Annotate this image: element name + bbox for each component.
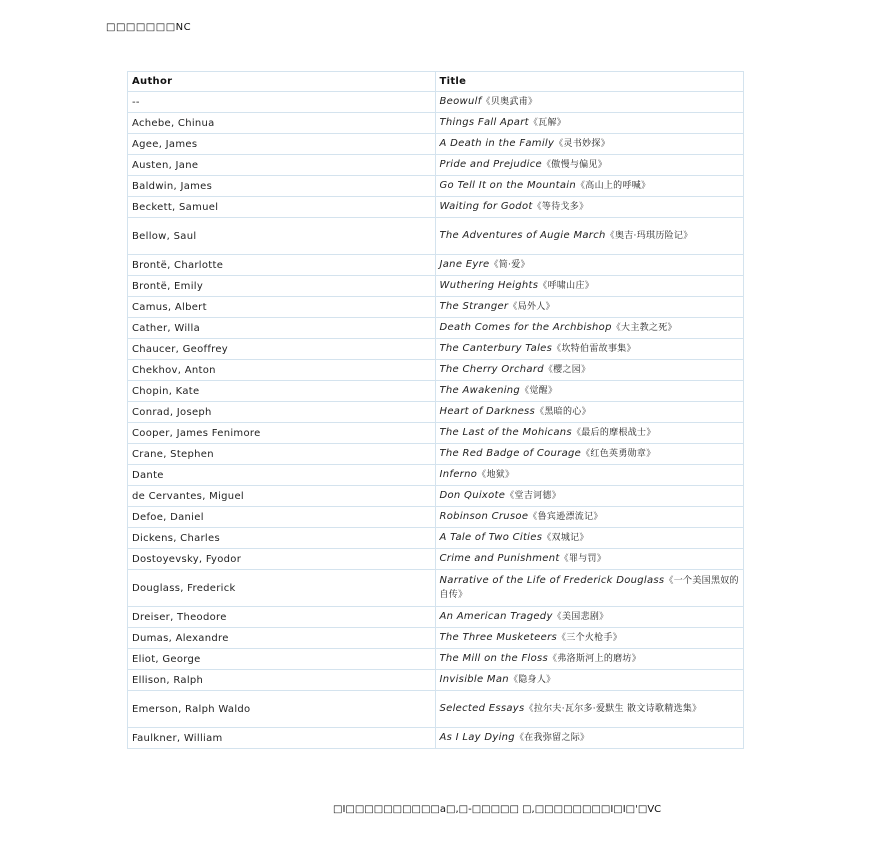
title-chinese: 《罪与罚》 — [559, 554, 607, 564]
title-english: Waiting for Godot — [439, 201, 533, 212]
table-row — [128, 423, 744, 444]
title-chinese: 《坎特伯雷故事集》 — [552, 344, 636, 354]
title-english: An American Tragedy — [439, 611, 553, 622]
title-english: Jane Eyre — [439, 259, 490, 270]
author-cell: Dumas, Alexandre — [128, 628, 436, 649]
title-cell — [435, 465, 744, 486]
title-cell — [435, 486, 744, 507]
title-cell — [435, 628, 744, 649]
author-cell: Brontë, Emily — [128, 276, 436, 297]
author-cell: Dreiser, Theodore — [128, 607, 436, 628]
title-chinese: 《灵书妙探》 — [554, 139, 611, 149]
author-cell: Chaucer, Geoffrey — [128, 339, 436, 360]
title-cell — [435, 570, 744, 607]
title-english: Death Comes for the Archbishop — [439, 322, 612, 333]
table-row — [128, 381, 744, 402]
table-row — [128, 318, 744, 339]
title-cell — [435, 360, 744, 381]
table-row — [128, 691, 744, 728]
table-row — [128, 113, 744, 134]
table-row — [128, 92, 744, 113]
title-cell — [435, 507, 744, 528]
author-cell: Dostoyevsky, Fyodor — [128, 549, 436, 570]
title-chinese: 《樱之园》 — [543, 365, 591, 375]
title-chinese: 《美国悲剧》 — [552, 612, 609, 622]
title-english: Wuthering Heights — [439, 280, 539, 291]
title-english: As I Lay Dying — [439, 732, 515, 743]
title-english: Selected Essays — [439, 703, 525, 714]
table-row — [128, 670, 744, 691]
title-english: A Death in the Family — [439, 138, 555, 149]
author-cell: Faulkner, William — [128, 728, 436, 749]
title-english: The Stranger — [439, 301, 509, 312]
table-row — [128, 402, 744, 423]
table-row — [128, 176, 744, 197]
author-cell: Ellison, Ralph — [128, 670, 436, 691]
title-english: The Last of the Mohicans — [439, 427, 572, 438]
table-row — [128, 570, 744, 607]
title-cell — [435, 113, 744, 134]
title-chinese: 《高山上的呼喊》 — [575, 181, 651, 191]
author-cell: Achebe, Chinua — [128, 113, 436, 134]
title-cell — [435, 155, 744, 176]
author-cell: Bellow, Saul — [128, 218, 436, 255]
title-chinese: 《地狱》 — [477, 470, 515, 480]
title-cell — [435, 381, 744, 402]
table-row — [128, 486, 744, 507]
author-cell: Cather, Willa — [128, 318, 436, 339]
title-cell — [435, 691, 744, 728]
title-cell — [435, 607, 744, 628]
table-header-row — [128, 72, 744, 92]
title-english: A Tale of Two Cities — [439, 532, 543, 543]
title-chinese: 《双城记》 — [542, 533, 589, 543]
title-cell — [435, 528, 744, 549]
title-english: Beowulf — [439, 96, 482, 107]
title-cell — [435, 218, 744, 255]
table-row — [128, 155, 744, 176]
title-english: The Awakening — [439, 385, 521, 396]
title-cell — [435, 670, 744, 691]
author-cell: Cooper, James Fenimore — [128, 423, 436, 444]
title-english: Heart of Darkness — [439, 406, 536, 417]
table-row — [128, 255, 744, 276]
title-chinese: 《局外人》 — [508, 302, 555, 312]
title-cell — [435, 402, 744, 423]
page-footer-text: □I□□□□□□□□□□a□,□-□□□□□ □,□□□□□□□□I□I□'□VC — [333, 804, 662, 815]
title-chinese: 《傲慢与偏见》 — [541, 160, 608, 170]
title-chinese: 《最后的摩根战士》 — [571, 428, 656, 438]
author-cell: Douglass, Frederick — [128, 570, 436, 607]
table-row — [128, 218, 744, 255]
table-row — [128, 507, 744, 528]
title-cell — [435, 649, 744, 670]
title-cell — [435, 549, 744, 570]
table-row — [128, 197, 744, 218]
title-english: The Three Musketeers — [439, 632, 557, 643]
title-cell — [435, 176, 744, 197]
title-english: Go Tell It on the Mountain — [439, 180, 576, 191]
table-row — [128, 549, 744, 570]
author-cell: Defoe, Daniel — [128, 507, 436, 528]
table-row — [128, 465, 744, 486]
title-chinese: 《拉尔夫·瓦尔多·爱默生 散文诗歌精选集》 — [524, 704, 702, 714]
title-english: Invisible Man — [439, 674, 509, 685]
books-table — [127, 71, 744, 749]
table-row — [128, 297, 744, 318]
author-cell: -- — [128, 92, 436, 113]
title-cell — [435, 318, 744, 339]
title-english: Pride and Prejudice — [439, 159, 542, 170]
title-chinese: 《等待戈多》 — [532, 202, 589, 212]
table-row — [128, 649, 744, 670]
table-row — [128, 339, 744, 360]
author-cell: Emerson, Ralph Waldo — [128, 691, 436, 728]
table-row — [128, 444, 744, 465]
table-row — [128, 360, 744, 381]
title-cell — [435, 339, 744, 360]
author-cell: Chopin, Kate — [128, 381, 436, 402]
title-chinese: 《大主教之死》 — [611, 323, 677, 333]
title-cell — [435, 728, 744, 749]
title-cell — [435, 134, 744, 155]
title-english: The Red Badge of Courage — [439, 448, 582, 459]
title-chinese: 《红色英勇勋章》 — [581, 449, 656, 459]
title-chinese: 《奥吉·玛琪历险记》 — [605, 231, 693, 241]
title-chinese: 《三个火枪手》 — [556, 633, 623, 643]
title-english: Things Fall Apart — [439, 117, 529, 128]
title-english: Crime and Punishment — [439, 553, 560, 564]
title-chinese: 《贝奥武甫》 — [481, 97, 538, 107]
title-english: Robinson Crusoe — [439, 511, 529, 522]
column-header-title: Title — [435, 72, 744, 92]
title-chinese: 《隐身人》 — [508, 675, 556, 685]
title-chinese: 《在我弥留之际》 — [514, 733, 590, 743]
title-chinese: 《鲁宾逊漂流记》 — [528, 512, 603, 522]
title-english: The Mill on the Floss — [439, 653, 549, 664]
author-cell: Camus, Albert — [128, 297, 436, 318]
title-chinese: 《一个美国黑奴的自传》 — [439, 576, 739, 600]
title-cell — [435, 276, 744, 297]
author-cell: Eliot, George — [128, 649, 436, 670]
table-row — [128, 134, 744, 155]
title-chinese: 《堂吉诃德》 — [505, 491, 562, 501]
title-chinese: 《觉醒》 — [520, 386, 558, 396]
title-chinese: 《黑暗的心》 — [535, 407, 591, 417]
title-chinese: 《瓦解》 — [528, 118, 567, 128]
title-english: Inferno — [439, 469, 478, 480]
table-row — [128, 607, 744, 628]
title-english: The Adventures of Augie March — [439, 230, 606, 241]
title-english: Narrative of the Life of Frederick Douglass — [439, 575, 665, 586]
title-cell — [435, 255, 744, 276]
title-cell — [435, 92, 744, 113]
title-cell — [435, 444, 744, 465]
table-row — [128, 528, 744, 549]
title-cell — [435, 297, 744, 318]
author-cell: Crane, Stephen — [128, 444, 436, 465]
author-cell: Austen, Jane — [128, 155, 436, 176]
title-english: Don Quixote — [439, 490, 506, 501]
author-cell: Beckett, Samuel — [128, 197, 436, 218]
author-cell: Dante — [128, 465, 436, 486]
title-english: The Cherry Orchard — [439, 364, 544, 375]
author-cell: Chekhov, Anton — [128, 360, 436, 381]
table-row — [128, 628, 744, 649]
author-cell: Baldwin, James — [128, 176, 436, 197]
table-row — [128, 276, 744, 297]
title-cell — [435, 197, 744, 218]
column-header-author: Author — [128, 72, 436, 92]
title-english: The Canterbury Tales — [439, 343, 553, 354]
title-cell — [435, 423, 744, 444]
table-row — [128, 728, 744, 749]
title-chinese: 《弗洛斯河上的磨坊》 — [548, 654, 642, 664]
author-cell: Agee, James — [128, 134, 436, 155]
author-cell: Conrad, Joseph — [128, 402, 436, 423]
author-cell: Dickens, Charles — [128, 528, 436, 549]
title-chinese: 《简·爱》 — [489, 260, 530, 270]
author-cell: de Cervantes, Miguel — [128, 486, 436, 507]
title-chinese: 《呼啸山庄》 — [538, 281, 595, 291]
page-header-text: □□□□□□□NC — [106, 22, 192, 33]
author-cell: Brontë, Charlotte — [128, 255, 436, 276]
